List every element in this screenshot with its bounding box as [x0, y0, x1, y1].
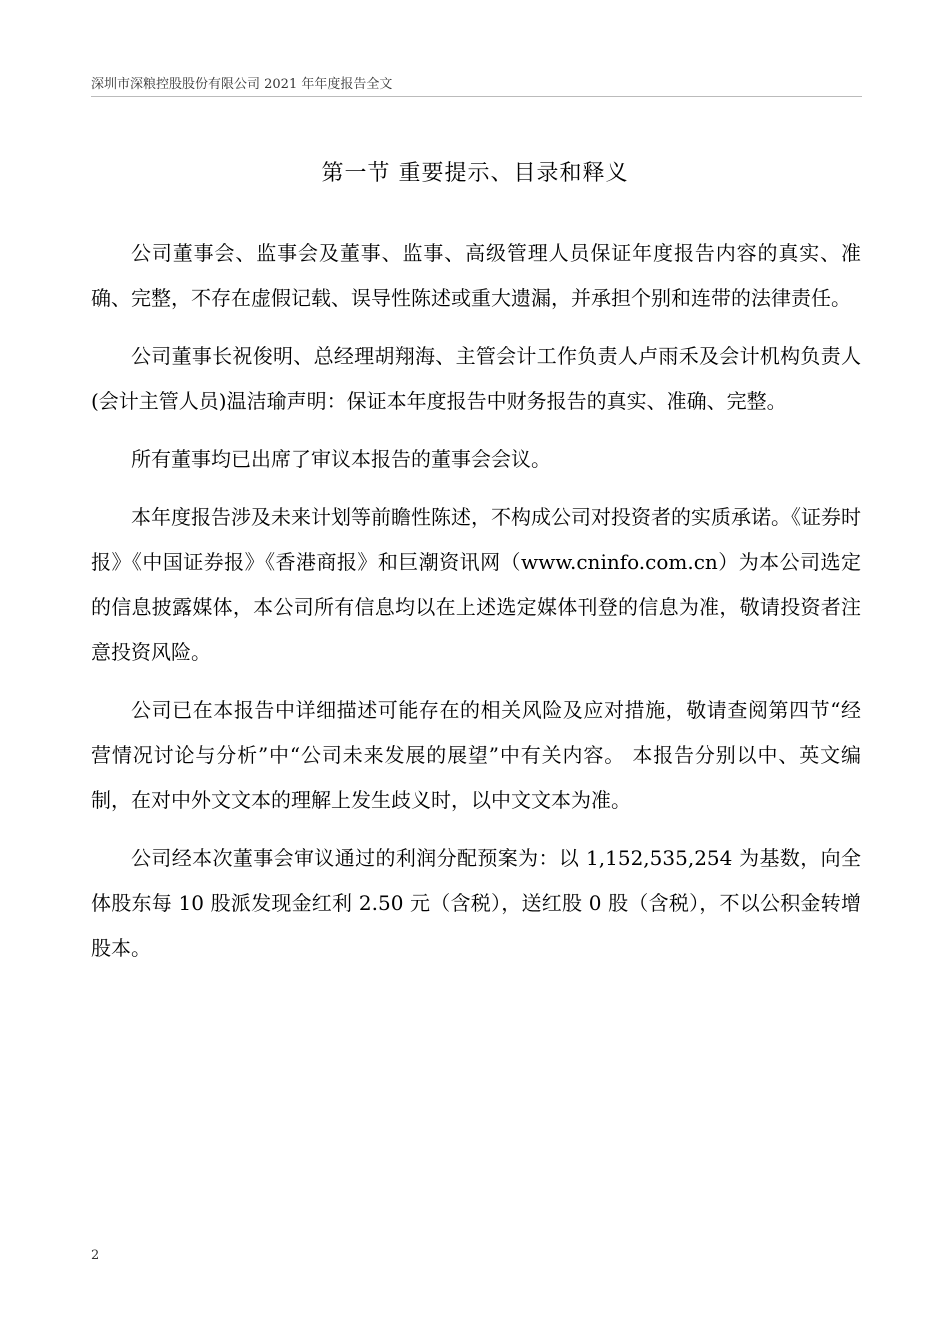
paragraph-risk-notice: 公司已在本报告中详细描述可能存在的相关风险及应对措施，敬请查阅第四节“经营情况讨论与分析”中“公司未来发展的展望”中有关内容。 本报告分别以中、英文编制，在对中外文文本的理解上发生歧义时，以中文文本为准。: [91, 698, 861, 812]
paragraph-board-attendance: 所有董事均已出席了审议本报告的董事会会议。: [131, 447, 551, 471]
page-number: 2: [91, 1248, 100, 1263]
section-title: 第一节 重要提示、目录和释义: [321, 161, 629, 186]
header-divider: [91, 96, 862, 97]
paragraph-profit-distribution: 公司经本次董事会审议通过的利润分配预案为：以 1,152,535,254 为基数，向全体股东每 10 股派发现金红利 2.50 元（含税），送红股 0 股（含税），不以公积金转增股本。: [91, 846, 861, 960]
paragraph-financial-declaration: 公司董事长祝俊明、总经理胡翔海、主管会计工作负责人卢雨禾及会计机构负责人(会计主管人员)温洁瑜声明：保证本年度报告中财务报告的真实、准确、完整。: [91, 344, 861, 413]
body-text: [91, 231, 861, 984]
paragraph-forward-looking-notice: 本年度报告涉及未来计划等前瞻性陈述，不构成公司对投资者的实质承诺。《证券时报》《中国证券报》《香港商报》和巨潮资讯网（www.cninfo.com.cn）为本公司选定的信息披露媒体，本公司所有信息均以在上述选定媒体刊登的信息为准，敬请投资者注意投资风险。: [91, 505, 861, 664]
running-header: 深圳市深粮控股股份有限公司 2021 年年度报告全文: [91, 77, 393, 92]
paragraph-responsibility-statement: 公司董事会、监事会及董事、监事、高级管理人员保证年度报告内容的真实、准确、完整，不存在虚假记载、误导性陈述或重大遗漏，并承担个别和连带的法律责任。: [91, 241, 861, 310]
